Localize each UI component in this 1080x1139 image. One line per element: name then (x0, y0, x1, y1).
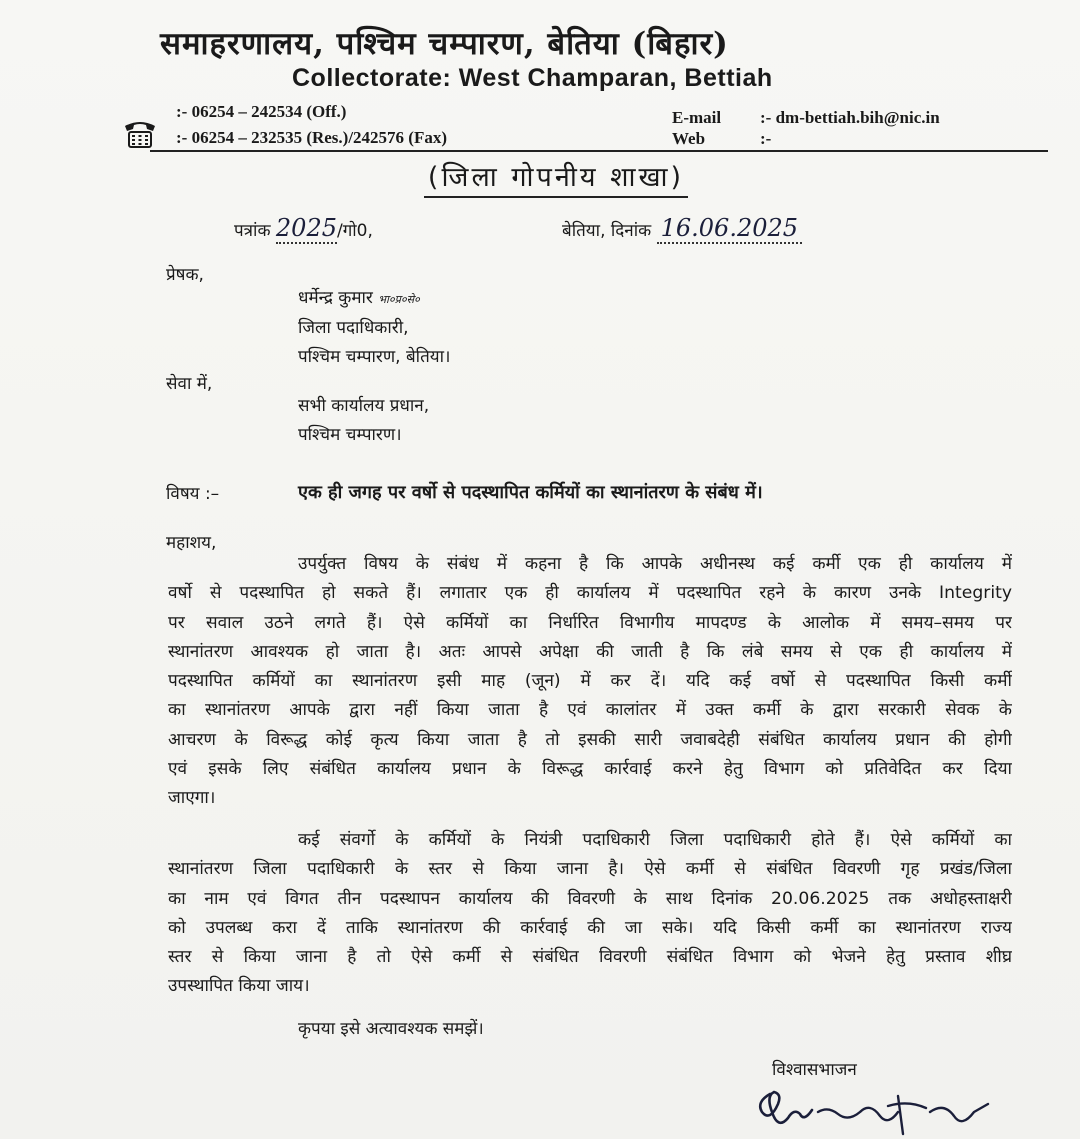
para2-line: को उपलब्ध करा दें ताकि स्थानांतरण की कार्रवाई की जा सके। यदि किसी कर्मी का स्थानांतरण राज्य (168, 917, 1012, 938)
sender-name-row (298, 284, 450, 314)
para1-line: स्थानांतरण आवश्यक हो जाता है। अतः आपसे अपेक्षा की जाती है कि लंबे समय से एक ही कार्यालय में (168, 641, 1012, 662)
web-value: :- (760, 129, 772, 148)
patrank-label: पत्रांक (234, 221, 271, 241)
email-label: E-mail (672, 108, 722, 127)
subject-text: एक ही जगह पर वर्षो से पदस्थापित कर्मियों का स्थानांतरण के संबंध में। (298, 482, 763, 503)
para1-line: आचरण के विरूद्ध कोई कृत्य किया जाता है तो इसकी सारी जवाबदेही संबंधित कार्यालय प्रधान की होगी (168, 729, 1012, 750)
office-title-hindi: समाहरणालय, पश्चिम चम्पारण, बेतिया (बिहार) (160, 26, 729, 62)
section-title: (जिला गोपनीय शाखा) (424, 157, 688, 198)
phone-residence: :- 06254 – 232535 (Res.)/242576 (Fax) (176, 128, 448, 147)
para2-line: उपस्थापित किया जाय। (168, 976, 310, 997)
sender-designation: जिला पदाधिकारी, (298, 318, 409, 338)
sign-off: विश्वासभाजन (772, 1060, 857, 1080)
email-value: :- dm-bettiah.bih@nic.in (760, 108, 940, 127)
date-value: 16.06.2025 (657, 214, 802, 244)
para2-line: स्थानांतरण जिला पदाधिकारी के स्तर से किया जाना है। ऐसे कर्मी से संबंधित विवरणी गृह प्रखंड/जिला (168, 859, 1012, 880)
patrank-suffix: /गो0, (336, 221, 373, 241)
recipient-line-1: सभी कार्यालय प्रधान, (298, 396, 430, 416)
telephone-icon (122, 117, 158, 149)
recipient-block (298, 392, 429, 450)
signature-image (748, 1082, 998, 1139)
contact-details (672, 107, 940, 149)
phone-office: :- 06254 – 242534 (Off.) (176, 102, 347, 121)
patrank-number: 2025 (275, 214, 337, 242)
email-row (672, 107, 940, 128)
body-paragraph-2 (168, 826, 1012, 1002)
para1-line: एवं इसके लिए संबंधित कार्यालय प्रधान के विरूद्ध कार्रवाई करने हेतु विभाग को प्रतिवेदित कर दिया (168, 759, 1012, 780)
para2-line: कई संवर्गो के कर्मियों के नियंत्री पदाधिकारी जिला पदाधिकारी होते हैं। ऐसे कर्मियों का (298, 830, 1012, 850)
header-divider (150, 150, 1048, 152)
sender-place: पश्चिम चम्पारण, बेतिया। (298, 347, 451, 367)
phone-numbers (176, 99, 447, 151)
para1-line: का स्थानांतरण आपके द्वारा नहीं किया जाता है एवं कालांतर में उक्त कर्मी के द्वारा सरकारी सेवक के (168, 700, 1012, 721)
web-row (672, 128, 940, 149)
closing-request: कृपया इसे अत्यावश्यक समझें। (298, 1019, 484, 1039)
office-title-english: Collectorate: West Champaran, Bettiah (292, 64, 773, 92)
sender-service: भा०प्र०से० (378, 293, 420, 306)
date-label: बेतिया, दिनांक (562, 221, 652, 241)
para2-line: का नाम एवं विगत तीन पदस्थापन कार्यालय की विवरणी के साथ दिनांक 20.06.2025 तक अधोहस्ताक्षरी (168, 888, 1012, 909)
salutation: महाशय, (166, 533, 217, 553)
section-heading (0, 157, 1080, 198)
recipient-line-2: पश्चिम चम्पारण। (298, 425, 402, 445)
web-label: Web (672, 129, 706, 148)
subject-label: विषय :– (166, 484, 220, 504)
para2-line: स्तर से किया जाना है तो ऐसे कर्मी से संबंधित विवरणी संबंधित विभाग को भेजने हेतु प्रस्ताव शीघ्र (168, 947, 1012, 968)
reference-date (562, 214, 802, 242)
recipient-label: सेवा में, (166, 374, 213, 394)
para1-line: पदस्थापित कर्मियों का स्थानांतरण इसी माह (जून) में कर दें। यदि कई वर्षो से पदस्थापित किसी कर्मी (168, 671, 1012, 692)
body-paragraph-1 (168, 550, 1012, 814)
sender-block (298, 284, 450, 372)
para1-line: पर सवाल उठने लगते हैं। ऐसे कर्मियों का निर्धारित विभागीय मापदण्ड के आलोक में समय–समय पर (168, 612, 1012, 633)
para1-line: जाएगा। (168, 788, 216, 809)
para1-line: उपर्युक्त विषय के संबंध में कहना है कि आपके अधीनस्थ कई कर्मी एक ही कार्यालय में (298, 554, 1012, 574)
sender-label: प्रेषक, (166, 265, 204, 285)
reference-number (234, 214, 373, 242)
sender-name: धर्मेन्द्र कुमार (298, 288, 373, 308)
para1-line: वर्षो से पदस्थापित हो सकते हैं। लगातार एक ही कार्यालय में पदस्थापित रहने के कारण उनके Integrity (168, 583, 1012, 604)
